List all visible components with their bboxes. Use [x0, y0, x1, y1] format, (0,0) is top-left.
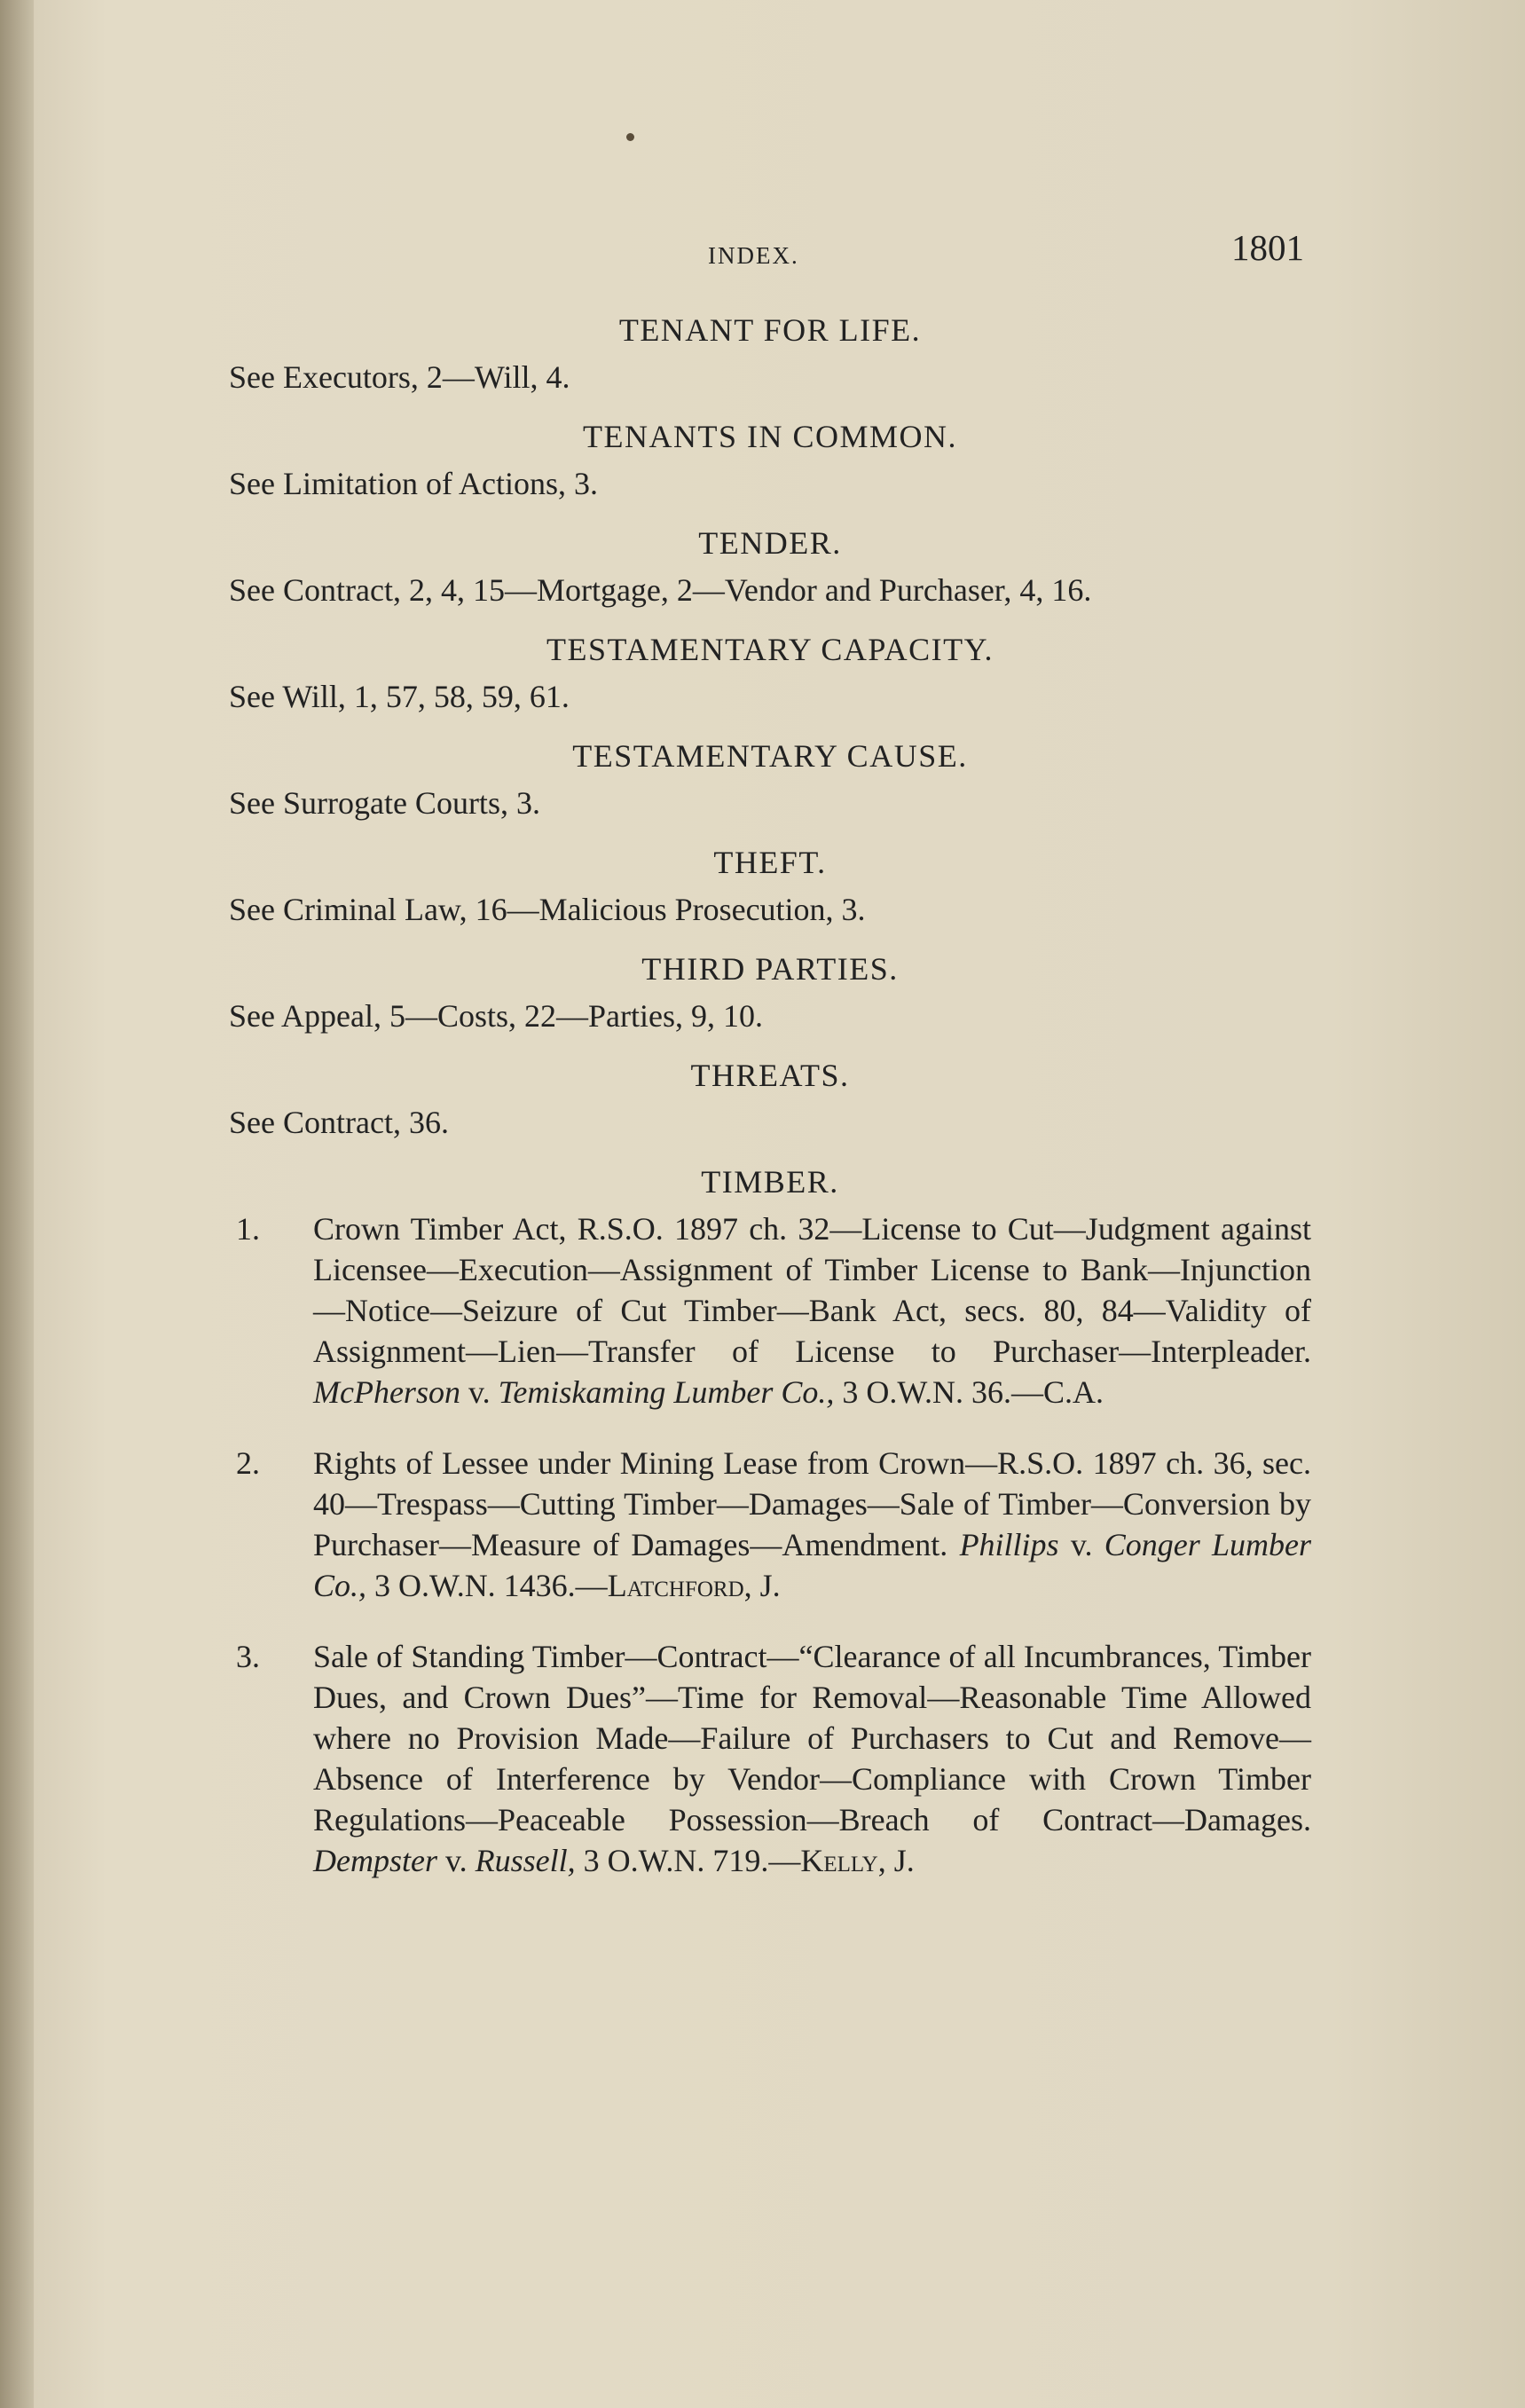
case-name: McPherson — [313, 1374, 460, 1410]
judge-name: Latchford, J. — [607, 1568, 781, 1603]
case-name: Dempster — [313, 1843, 437, 1878]
page-header — [231, 226, 1304, 271]
entry-heading: TENANT FOR LIFE. — [618, 312, 922, 348]
versus: v. — [444, 1843, 468, 1878]
citation: 3 O.W.N. 719.— — [583, 1843, 801, 1878]
entry-see-also: See Contract, 2, 4, 15—Mortgage, 2—Vendor and Purchaser, 4, 16. — [229, 572, 1092, 608]
page-number: 1801 — [1231, 227, 1304, 268]
entry-see-also: See Will, 1, 57, 58, 59, 61. — [229, 679, 570, 714]
case-party: Russell, — [475, 1843, 576, 1878]
ink-speck — [626, 133, 634, 141]
timber-heading: TIMBER. — [701, 1164, 839, 1200]
entry-heading: THREATS. — [690, 1058, 850, 1093]
index-content — [229, 293, 1311, 1911]
entry-see-also: See Contract, 36. — [229, 1105, 449, 1140]
item-text: Rights of Lessee under Mining Lease from Crown—R.S.O. 1897 ch. 36, sec. 40—Trespass—Cutting Timber—Damages—Sale of Timber—Conversion by Purchaser—Measure of Damages—Amendment. — [313, 1445, 1311, 1562]
case-party: Temiskaming Lumber Co., — [498, 1374, 835, 1410]
item-text: Crown Timber Act, R.S.O. 1897 ch. 32—License to Cut—Judgment against Licensee—Execution—Assignment of Timber License to Bank—Injunction—Notice—Seizure of Cut Timber—Bank Act, secs. 80, 84—Validity of Assignment—Lien—Transfer of License to Purchaser—Interpleader. — [313, 1211, 1311, 1369]
timber-item — [229, 1636, 1311, 1881]
versus: v. — [468, 1374, 491, 1410]
binding-edge — [0, 0, 34, 2408]
entry-heading: TENANTS IN COMMON. — [583, 419, 957, 454]
entry-heading: TESTAMENTARY CAUSE. — [572, 738, 968, 774]
case-party: Conger Lumber Co., — [313, 1527, 1312, 1603]
entry-see-also: See Surrogate Courts, 3. — [229, 785, 540, 821]
item-number: 3. — [236, 1639, 260, 1674]
entry-heading: THIRD PARTIES. — [641, 951, 899, 987]
item-number: 2. — [236, 1445, 260, 1481]
entry-see-also: See Criminal Law, 16—Malicious Prosecution, 3. — [229, 892, 866, 927]
entry-heading: TENDER. — [698, 525, 842, 561]
item-number: 1. — [236, 1211, 260, 1247]
versus: v. — [1070, 1527, 1093, 1562]
citation: 3 O.W.N. 36.—C.A. — [842, 1374, 1104, 1410]
entry-heading: TESTAMENTARY CAPACITY. — [546, 632, 994, 667]
entry-heading: THEFT. — [713, 845, 827, 880]
running-title: INDEX. — [708, 242, 799, 269]
timber-item — [229, 1443, 1311, 1606]
entry-see-also: See Appeal, 5—Costs, 22—Parties, 9, 10. — [229, 998, 763, 1034]
entry-see-also: See Executors, 2—Will, 4. — [229, 359, 570, 395]
entry-see-also: See Limitation of Actions, 3. — [229, 466, 598, 501]
case-name: Phillips — [959, 1527, 1059, 1562]
citation: 3 O.W.N. 1436.— — [374, 1568, 608, 1603]
item-text: Sale of Standing Timber—Contract—“Clearance of all Incumbrances, Timber Dues, and Crown Dues”—Time for Removal—Reasonable Time Allowed where no Provision Made—Failure of Purchasers to Cut and Remove—Absence of Interference by Vendor—Compliance with Crown Timber Regulations—Peaceable Possession—Breach of Contract—Damages. — [313, 1639, 1311, 1837]
judge-name: Kelly, J. — [800, 1843, 915, 1878]
timber-item — [229, 1208, 1311, 1413]
